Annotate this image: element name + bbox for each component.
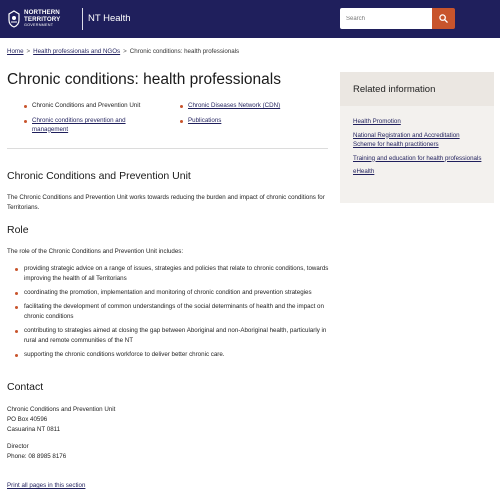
print-section-link[interactable]: Print all pages in this section (7, 482, 86, 489)
sidebar-header (340, 72, 494, 106)
header-divider (82, 8, 83, 30)
related-link-health-promotion[interactable]: Health Promotion (353, 118, 401, 125)
related-link-ehealth[interactable]: eHealth (353, 168, 375, 175)
toc-item (188, 117, 318, 126)
list-item: providing strategic advice on a range of issues, strategies and policies that relate to chronic conditions, towards improving the health of all Territorians (24, 265, 329, 282)
nt-emblem-icon (7, 10, 21, 28)
contact-heading: Contact (7, 381, 44, 393)
toc-item (32, 117, 150, 134)
logo-wordmark: NORTHERN TERRITORY GOVERNMENT (24, 9, 61, 28)
section-divider (7, 148, 328, 149)
unit-description: The Chronic Conditions and Prevention Unit works towards reducing the burden and impact of chronic conditions for Territorians. (7, 194, 325, 211)
search-icon (439, 14, 448, 23)
list-item: supporting the chronic conditions workforce to deliver better chronic care. (24, 350, 329, 360)
page-title: Chronic conditions: health professionals (7, 71, 281, 88)
role-heading: Role (7, 224, 29, 236)
search-button[interactable] (432, 8, 455, 29)
related-information-panel (340, 72, 494, 203)
related-link-nras[interactable]: National Registration and Accreditation Scheme for health practitioners (353, 131, 460, 148)
contact-person (7, 442, 66, 462)
contact-phone: Phone: 08 8985 8176 (7, 453, 67, 460)
contact-address (7, 405, 115, 435)
toc-link-publications[interactable]: Publications (188, 117, 222, 124)
related-link-training[interactable]: Training and education for health professionals (353, 154, 482, 162)
related-links (353, 117, 483, 181)
toc-link-prevention-management[interactable]: Chronic conditions prevention and management (32, 117, 126, 133)
contact-role: Director (7, 443, 29, 450)
contact-suburb: Casuarina NT 0811 (7, 426, 61, 433)
toc-item-current: Chronic Conditions and Prevention Unit (32, 102, 141, 109)
list-item: coordinating the promotion, implementation and monitoring of chronic condition and prevention strategies (24, 288, 329, 298)
nt-government-logo[interactable] (7, 7, 77, 31)
site-header (0, 0, 500, 38)
role-list (24, 264, 329, 364)
toc-item (32, 102, 162, 111)
breadcrumb-current: Chronic conditions: health professionals (129, 48, 240, 55)
contact-name: Chronic Conditions and Prevention Unit (7, 406, 116, 413)
breadcrumb-parent[interactable]: Health professionals and NGOs (33, 48, 121, 55)
sidebar-title: Related information (353, 84, 436, 95)
breadcrumb (7, 48, 239, 55)
page-contents (21, 102, 321, 142)
list-item: contributing to strategies aimed at closing the gap between Aboriginal and non-Aboriginal health, particularly in rural and remote communities of the NT (24, 326, 329, 346)
toc-item (188, 102, 318, 111)
role-intro: The role of the Chronic Conditions and Prevention Unit includes: (7, 248, 184, 255)
unit-heading: Chronic Conditions and Prevention Unit (7, 170, 191, 182)
breadcrumb-separator: > (123, 48, 127, 55)
breadcrumb-home[interactable]: Home (7, 48, 24, 55)
search-input[interactable] (340, 8, 432, 29)
breadcrumb-separator: > (26, 48, 31, 55)
contact-po-box: PO Box 40596 (7, 416, 48, 423)
toc-link-cdn[interactable]: Chronic Diseases Network (CDN) (188, 102, 281, 109)
list-item: facilitating the development of common understandings of the social determinants of health and the impact on chronic conditions (24, 302, 329, 322)
site-name[interactable]: NT Health (88, 13, 131, 24)
